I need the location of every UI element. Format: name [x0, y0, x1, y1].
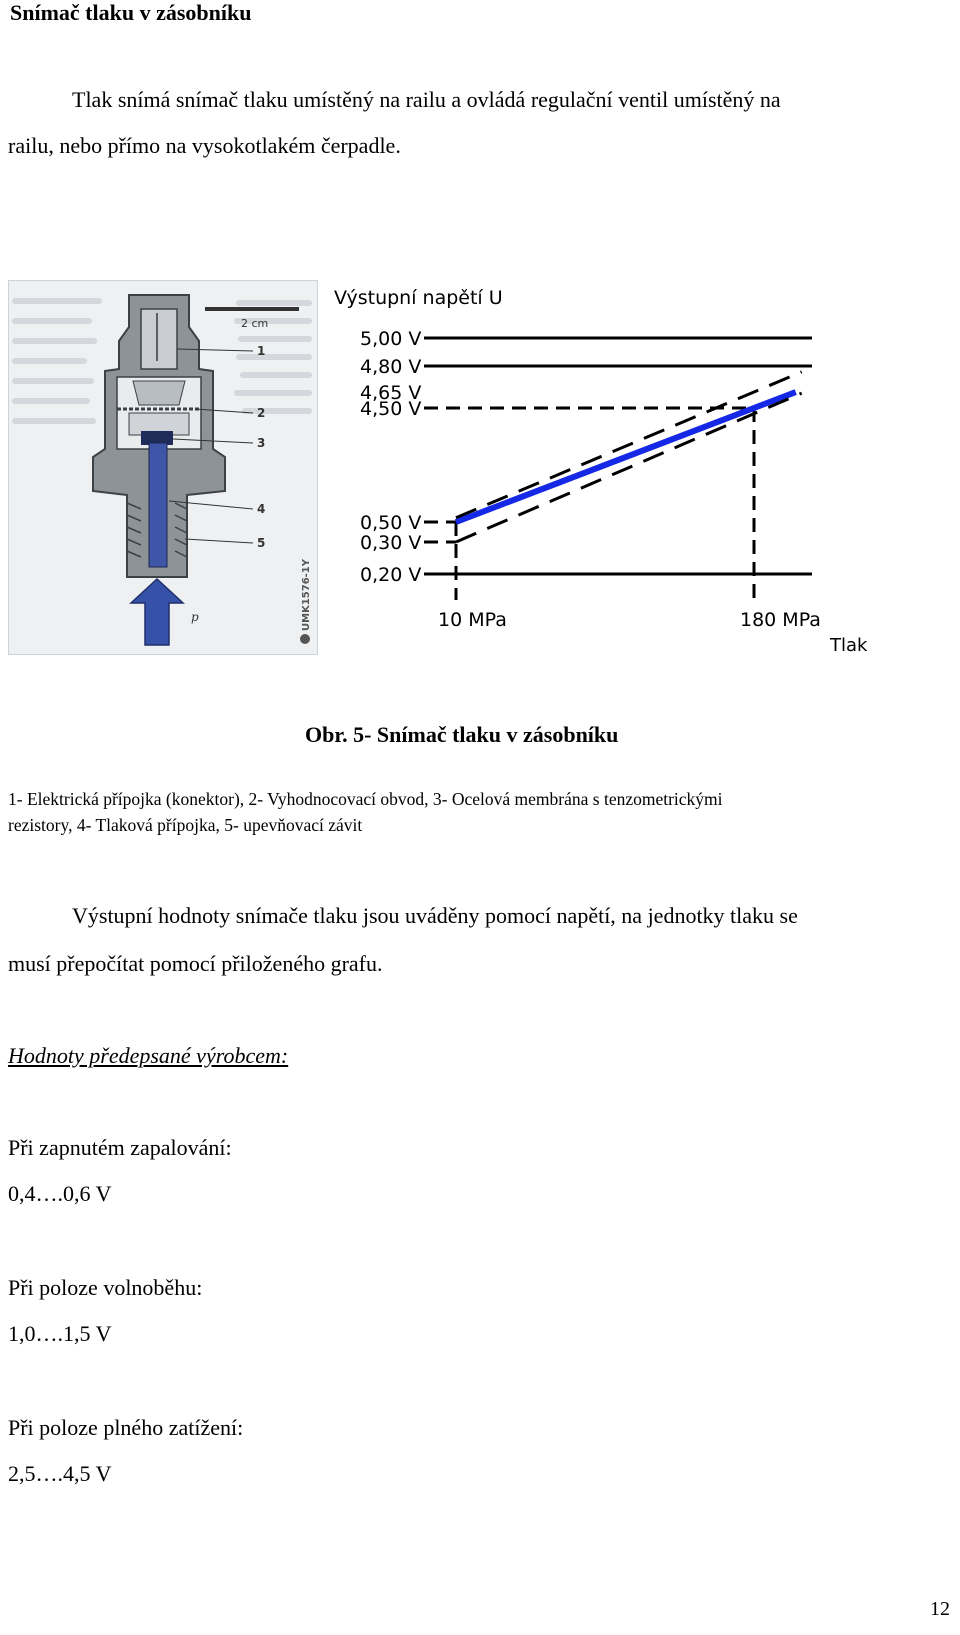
spec-value-ignition: 0,4….0,6 V: [8, 1181, 112, 1206]
intro-line-1: Tlak snímá snímač tlaku umístěný na railu a ovládá regulační ventil umístěný na: [72, 87, 781, 112]
callout-5: 5: [257, 536, 266, 550]
figure-caption: Obr. 5- Snímač tlaku v zásobníku: [305, 722, 619, 747]
scale-label: 2 cm: [241, 317, 269, 330]
spec-value-idle: 1,0….1,5 V: [8, 1321, 112, 1346]
y-tick-label-1: 4,80 V: [360, 356, 422, 378]
callout-3: 3: [257, 436, 266, 450]
pressure-arrow-icon: [131, 579, 183, 645]
pressure-symbol: p: [191, 610, 199, 624]
y-tick-label-0: 5,00 V: [360, 328, 422, 350]
voltage-pressure-chart: [320, 282, 905, 662]
spec-label-full-load: Při poloze plného zatížení:: [8, 1415, 244, 1440]
spec-value-full-load: 2,5….4,5 V: [8, 1461, 112, 1486]
series-line-upper-tolerance: [456, 372, 802, 518]
y-tick-label-4: 0,50 V: [360, 512, 422, 534]
spec-label-ignition: Při zapnutém zapalování:: [8, 1135, 232, 1160]
series-line-lower-tolerance: [456, 393, 802, 542]
x-axis-label: Tlak: [830, 635, 868, 656]
y-tick-label-2: 4,65 V: [360, 382, 422, 404]
intro-line-2: railu, nebo přímo na vysokotlakém čerpadle.: [8, 133, 401, 158]
page-title: Snímač tlaku v zásobníku: [10, 0, 252, 25]
body-line-1: Výstupní hodnoty snímače tlaku jsou uváděny pomocí napětí, na jednotky tlaku se: [72, 903, 798, 928]
y-tick-label-6: 0,20 V: [360, 564, 422, 586]
body-line-2: musí přepočítat pomocí přiloženého grafu.: [8, 951, 383, 976]
y-axis-label: Výstupní napětí U: [334, 287, 503, 309]
callout-4: 4: [257, 502, 266, 516]
callout-1: 1: [257, 344, 266, 358]
callout-2: 2: [257, 406, 266, 420]
copyright-icon: [300, 634, 310, 644]
spec-label-idle: Při poloze volnoběhu:: [8, 1275, 203, 1300]
series-line-nominal: [456, 392, 796, 522]
diagram-code: UMK1576-1Y: [301, 558, 312, 631]
spec-heading: Hodnoty předepsané výrobcem:: [8, 1043, 289, 1068]
y-tick-label-3: 4,50 V: [360, 398, 422, 420]
sensor-diagram: [8, 280, 318, 655]
page-number: 12: [930, 1598, 950, 1620]
figure-legend-line-1: 1- Elektrická přípojka (konektor), 2- Vyhodnocovací obvod, 3- Ocelová membrána s tenzometrickými: [8, 789, 723, 809]
x-tick-label-0: 10 MPa: [438, 609, 507, 631]
x-tick-label-1: 180 MPa: [740, 609, 821, 631]
y-tick-label-5: 0,30 V: [360, 532, 422, 554]
figure-legend-line-2: rezistory, 4- Tlaková přípojka, 5- upevňovací závit: [8, 815, 363, 835]
